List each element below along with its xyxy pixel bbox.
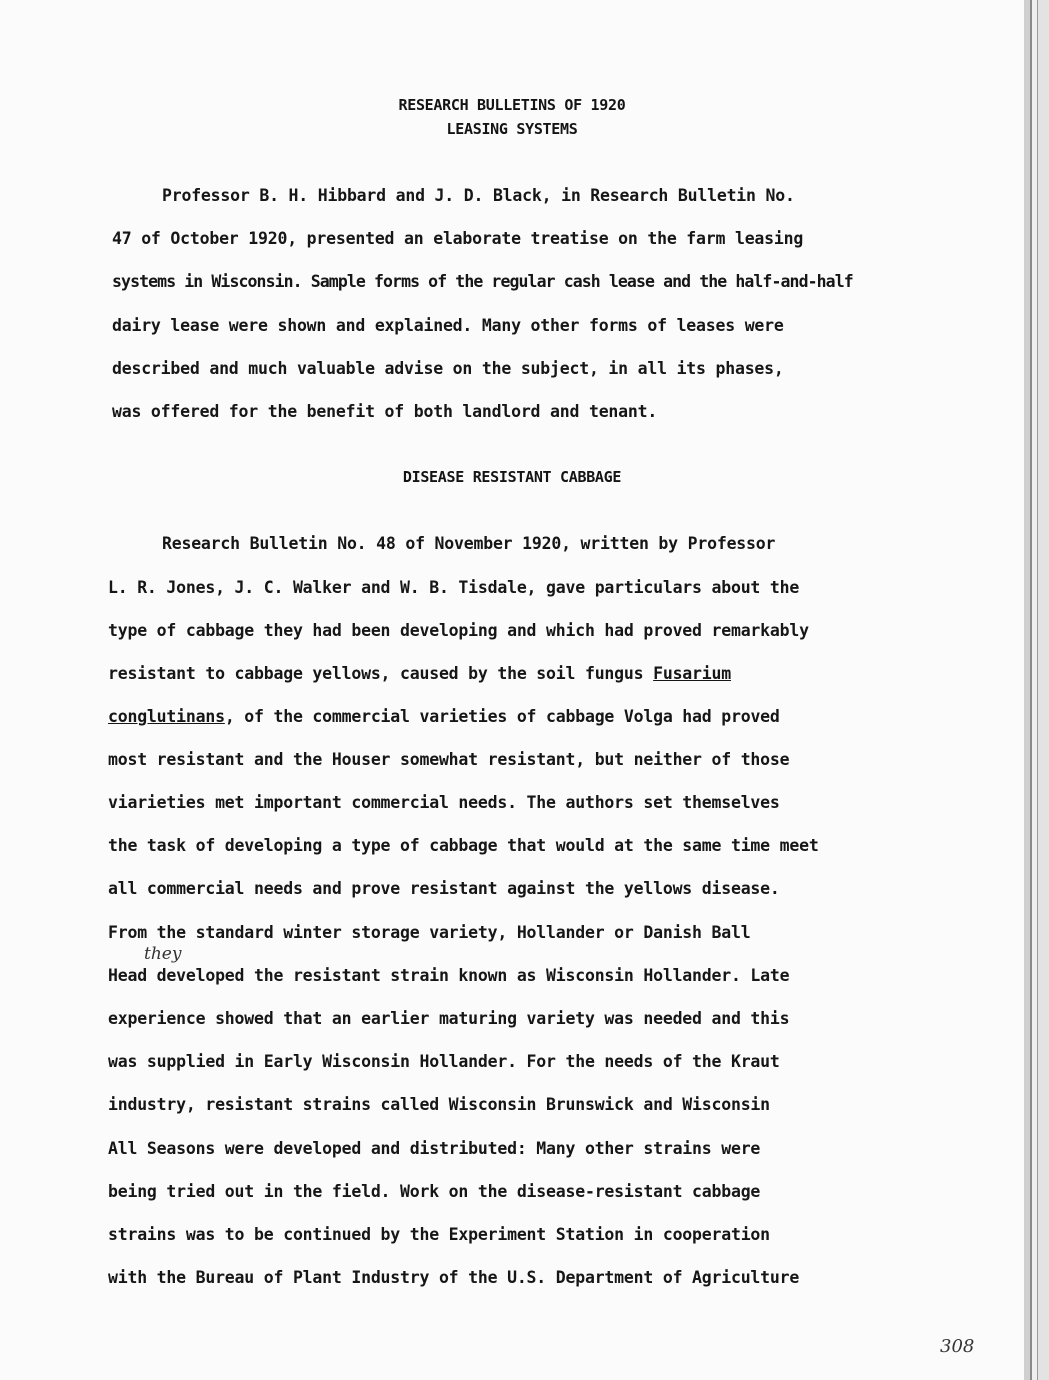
text-line: Professor B. H. Hibbard and J. D. Black, in Research Bulletin No. — [162, 186, 795, 205]
text-line: Research Bulletin No. 48 of November 1920, written by Professor — [162, 534, 776, 553]
page-edge — [1038, 0, 1049, 1380]
species-name-conglutinans: conglutinans — [108, 707, 225, 726]
text-line: experience showed that an earlier maturing variety was needed and this — [108, 1009, 790, 1028]
text-line — [108, 664, 731, 683]
text-line: dairy lease were shown and explained. Many other forms of leases were — [112, 316, 784, 335]
species-name-fusarium: Fusarium — [653, 664, 731, 683]
text-line: viarieties met important commercial needs. The authors set themselves — [108, 793, 780, 812]
heading-research-bulletins: RESEARCH BULLETINS OF 1920 — [398, 96, 626, 114]
text-line — [108, 707, 780, 726]
text-line: industry, resistant strains called Wisconsin Brunswick and Wisconsin — [108, 1095, 770, 1114]
text-line: systems in Wisconsin. Sample forms of the regular cash lease and the half-and-half — [112, 272, 853, 291]
text-line: L. R. Jones, J. C. Walker and W. B. Tisdale, gave particulars about the — [108, 578, 800, 597]
text-segment: , of the commercial varieties of cabbage Volga had proved — [224, 707, 780, 726]
text-line: described and much valuable advise on the subject, in all its phases, — [112, 359, 784, 378]
text-line: most resistant and the Houser somewhat resistant, but neither of those — [108, 750, 790, 769]
text-line: was offered for the benefit of both landlord and tenant. — [112, 402, 658, 421]
heading-leasing-systems: LEASING SYSTEMS — [446, 120, 578, 138]
text-line: Head developed the resistant strain known as Wisconsin Hollander. Late — [108, 966, 790, 985]
text-line: strains was to be continued by the Experiment Station in cooperation — [108, 1225, 770, 1244]
text-line: 47 of October 1920, presented an elaborate treatise on the farm leasing — [112, 229, 804, 248]
text-segment: resistant to cabbage yellows, caused by the soil fungus — [108, 664, 654, 683]
text-line: From the standard winter storage variety, Hollander or Danish Ball — [108, 923, 751, 942]
text-line: type of cabbage they had been developing and which had proved remarkably — [108, 621, 809, 640]
heading-disease-resistant-cabbage: DISEASE RESISTANT CABBAGE — [402, 468, 622, 486]
text-line: was supplied in Early Wisconsin Hollander. For the needs of the Kraut — [108, 1052, 780, 1071]
page-number: 308 — [940, 1336, 975, 1357]
text-line: all commercial needs and prove resistant against the yellows disease. — [108, 879, 780, 898]
text-line: All Seasons were developed and distributed: Many other strains were — [108, 1139, 761, 1158]
text-line: with the Bureau of Plant Industry of the U.S. Department of Agriculture — [108, 1268, 800, 1287]
text-line: being tried out in the field. Work on the disease-resistant cabbage — [108, 1182, 761, 1201]
handwritten-insertion: they — [144, 944, 182, 964]
text-line: the task of developing a type of cabbage that would at the same time meet — [108, 836, 819, 855]
